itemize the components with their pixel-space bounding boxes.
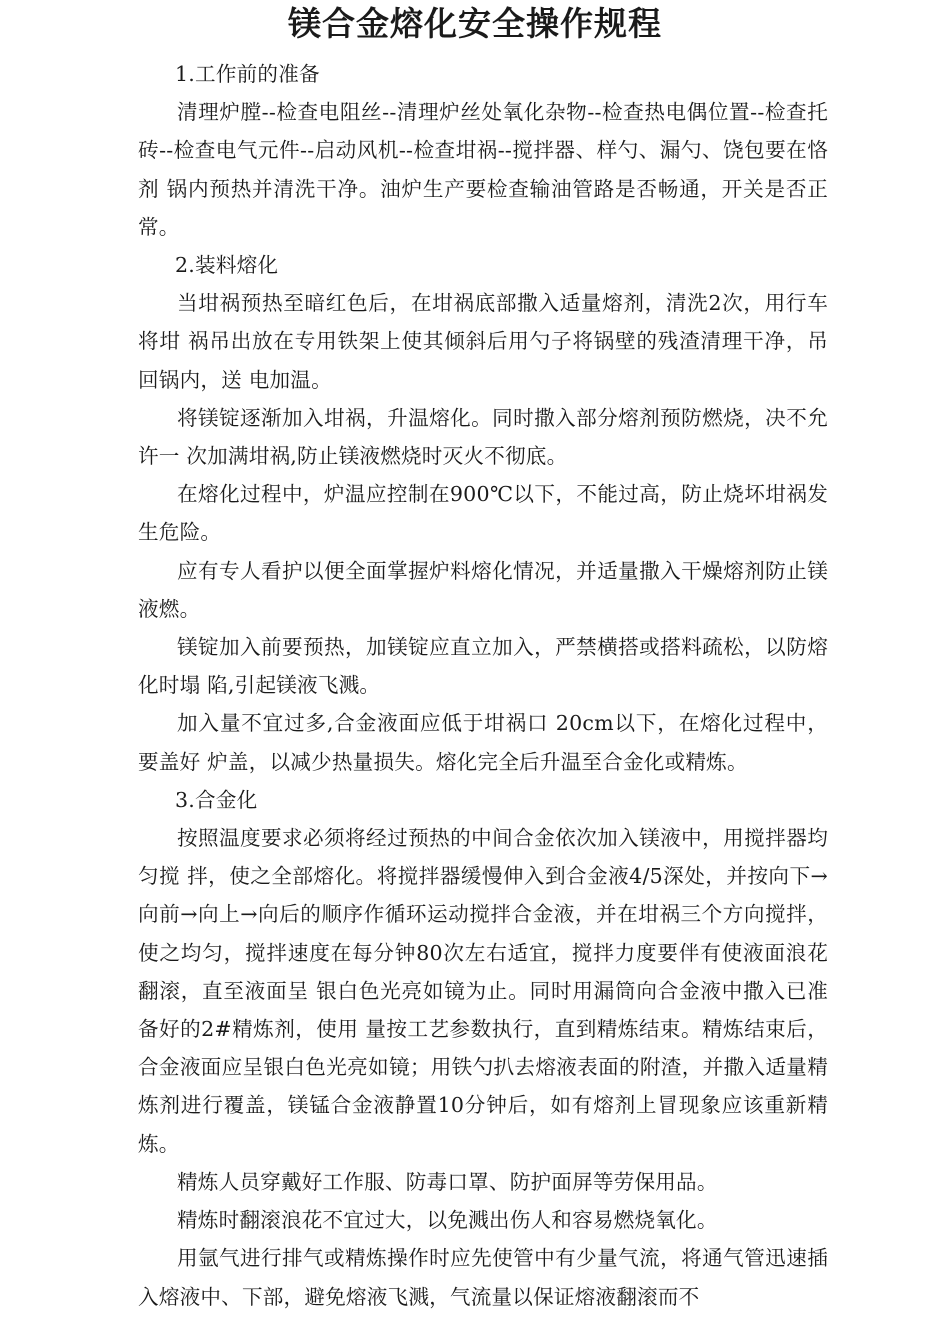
paragraph: 当坩祸预热至暗红色后，在坩祸底部撒入适量熔剂，清洗2次，用行车将坩 祸吊出放在专用铁架上使其倾斜后用勺子将锅壁的残渣清理干净，吊回锅内，送 电加温。: [138, 291, 828, 392]
paragraph: 将镁锭逐渐加入坩祸，升温熔化。同时撒入部分熔剂预防燃烧，决不允许一 次加满坩祸,防止镁液燃烧时灭火不彻底。: [138, 405, 828, 469]
paragraph: 精炼人员穿戴好工作服、防毒口罩、防护面屏等劳保用品。: [177, 1169, 718, 1194]
paragraph: 在熔化过程中，炉温应控制在900℃以下，不能过高，防止烧坏坩祸发生危险。: [138, 482, 828, 545]
paragraph: 精炼时翻滚浪花不宜过大，以免溅出伤人和容易燃烧氧化。: [177, 1208, 718, 1233]
paragraph: 清理炉膛--检查电阻丝--清理炉丝处氧化杂物--检查热电偶位置--检查托砖--检查电气元件--启动风机--检查坩祸--搅拌器、样勺、漏勺、饶包要在恪剂 锅内预热并清洗干净。油炉生产要检查输油管路是否畅通，开关是否正常。: [138, 100, 828, 239]
paragraph: 镁锭加入前要预热，加镁锭应直立加入，严禁横搭或搭料疏松，以防熔化时塌 陷,引起镁液飞溅。: [138, 635, 828, 698]
paragraph: 加入量不宜过多,合金液面应低于坩祸口 20cm以下，在熔化过程中，要盖好 炉盖，以减少热量损失。熔化完全后升温至合金化或精炼。: [138, 711, 828, 774]
section-heading-preparation: 1.工作前的准备: [175, 62, 320, 86]
section-heading-charging-melting: 2.装料熔化: [175, 253, 279, 278]
paragraph: 应有专人看护以便全面掌握炉料熔化情况，并适量撒入干燥熔剂防止镁液燃。: [138, 558, 828, 621]
section-heading-alloying: 3.合金化: [175, 787, 258, 812]
page-title: 镁合金熔化安全操作规程: [288, 4, 662, 43]
paragraph: 按照温度要求必须将经过预热的中间合金依次加入镁液中，用搅拌器均匀搅 拌，使之全部熔化。将搅拌器缓慢伸入到合金液4/5深处，并按向下→向前→向上→向后的顺序作循环运动搅拌合金液，并在坩祸三个方向搅拌，使之均匀，搅拌速度在每分钟80次左右适宜，搅拌力度要伴有使液面浪花翻滚，直至液面呈 银白色光亮如镜为止。同时用漏筒向合金液中撒入已准备好的2#精炼剂，使用 量按工艺参数执行，直到精炼结束。精炼结束后，合金液面应呈银白色光亮如镜；用铁勺扒去熔液表面的附渣，并撒入适量精炼剂进行覆盖，镁锰合金液静置10分钟后，如有熔剂上冒现象应该重新精炼。: [138, 826, 828, 1156]
document-body: [138, 55, 828, 1316]
paragraph: 用氩气进行排气或精炼操作时应先使管中有少量气流，将通气管迅速插入熔液中、下部，避免熔液飞溅，气流量以保证熔液翻滚而不: [138, 1246, 828, 1309]
